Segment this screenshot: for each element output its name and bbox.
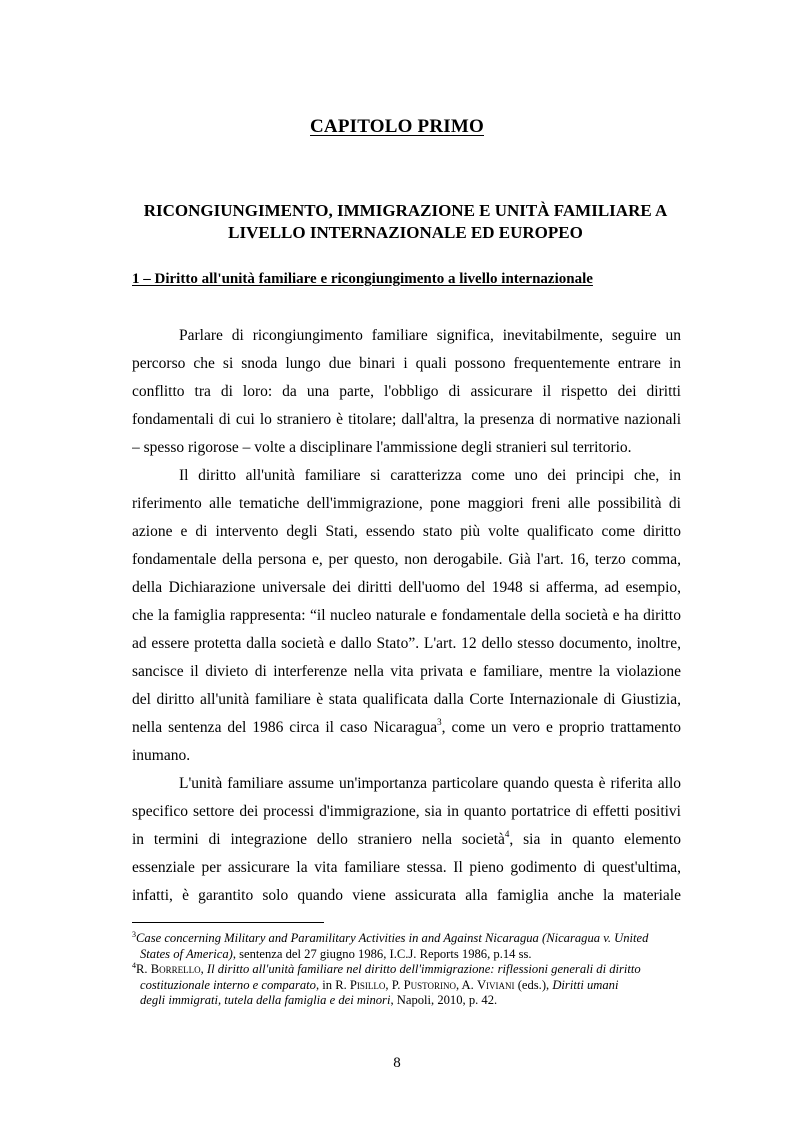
text-line: L'unità familiare assume un'importanza particolare quando questa è riferita allo <box>179 775 681 792</box>
text-fragment: nella sentenza del 1986 circa il caso Nicaragua <box>132 719 438 736</box>
text-line: specifico settore dei processi d'immigrazione, sia in quanto portatrice di effetti positivi <box>132 803 681 820</box>
text-line: fondamentali di cui lo straniero è titolare; dall'altra, la presenza di normative nazionali <box>132 411 681 428</box>
footnote-4-cont <box>132 978 683 994</box>
footnote-text: , A. <box>455 977 477 992</box>
main-title <box>128 200 683 244</box>
footnote-3-cont <box>132 947 683 963</box>
text-fragment: in termini di integrazione dello straniero nella società <box>132 831 505 848</box>
text-fragment: , sia in quanto elemento <box>509 831 681 848</box>
footnote-number: 3 <box>132 930 136 939</box>
main-title-line-2: LIVELLO INTERNAZIONALE ED EUROPEO <box>228 223 583 242</box>
text-line: infatti, è garantito solo quando viene assicurata alla famiglia anche la materiale <box>132 887 681 904</box>
footnote-text: , sentenza del 27 giugno 1986, I.C.J. Reports 1986, p.14 ss. <box>232 946 532 961</box>
footnote-italic: Case concerning Military and Paramilitary Activities in and Against Nicaragua (Nicaragua v. United <box>136 931 649 945</box>
text-line: che la famiglia rappresenta: “il nucleo naturale e fondamentale della società e ha diritto <box>132 607 681 624</box>
text-line: essenziale per assicurare la vita familiare stessa. Il pieno godimento di quest'ultima, <box>132 859 681 876</box>
text-line: percorso che si snoda lungo due binari i quali possono frequentemente entrare in <box>132 355 681 372</box>
footnote-editor: Pisillo <box>349 977 386 992</box>
main-title-line-1: RICONGIUNGIMENTO, IMMIGRAZIONE E UNITÀ FAMILIARE A <box>143 201 668 220</box>
footnote-4 <box>132 962 683 978</box>
footnote-italic: costituzionale interno e comparato <box>140 977 316 992</box>
footnote-italic: States of America) <box>140 946 233 961</box>
text-line: Parlare di ricongiungimento familiare significa, inevitabilmente, seguire un <box>179 327 681 344</box>
footnote-text: R. <box>136 962 151 976</box>
text-line: ad essere protetta dalla società e dallo Stato”. L'art. 12 dello stesso documento, inoltre, <box>132 635 681 652</box>
text-line: inumano. <box>132 747 191 764</box>
text-line: della Dichiarazione universale dei diritti dell'uomo del 1948 si afferma, ad esempio, <box>132 579 681 596</box>
text-line: fondamentale della persona e, per questo, non derogabile. Già l'art. 16, terzo comma, <box>132 551 681 568</box>
footnote-author: Borrello <box>150 962 201 976</box>
section-heading: 1 – Diritto all'unità familiare e ricongiungimento a livello internazionale <box>132 271 593 287</box>
text-line: riferimento alle tematiche dell'immigrazione, pone maggiori freni alle possibilità di <box>132 495 681 512</box>
text-line <box>132 826 681 854</box>
footnote-3 <box>132 931 683 947</box>
text-line: Il diritto all'unità familiare si caratterizza come uno dei principi che, in <box>179 467 681 484</box>
text-line: – spesso rigorose – volte a disciplinare l'ammissione degli stranieri sul territorio. <box>132 439 632 456</box>
text-fragment: , come un vero e proprio trattamento <box>441 719 681 736</box>
footnote-ref-3[interactable]: 3 <box>437 717 442 727</box>
footnote-italic: Il diritto all'unità familiare nel diritto dell'immigrazione: riflessioni generali di diritto <box>206 962 641 976</box>
text-line: conflitto tra di loro: da una parte, l'obbligo di assicurare il rispetto dei diritti <box>132 383 681 400</box>
body-text <box>132 322 681 910</box>
footnote-text: , in R. <box>315 977 350 992</box>
footnote-text: , P. <box>385 977 404 992</box>
text-line: del diritto all'unità familiare è stata qualificata dalla Corte Internazionale di Giustizia, <box>132 691 681 708</box>
footnote-text: , Napoli, 2010, p. 42. <box>390 993 498 1007</box>
page-number: 8 <box>393 1055 401 1071</box>
footnote-divider <box>132 922 324 923</box>
footnotes <box>132 931 683 1009</box>
footnote-italic: degli immigrati, tutela della famiglia e dei minori <box>140 993 391 1007</box>
footnote-number: 4 <box>132 961 136 970</box>
footnote-editor: Pustorino <box>403 977 456 992</box>
text-line: azione e di intervento degli Stati, essendo stato più volte qualificato come diritto <box>132 523 681 540</box>
footnote-editor: Viviani <box>476 977 515 992</box>
footnote-italic: Diritti umani <box>552 977 619 992</box>
footnote-4-cont-2 <box>132 993 683 1009</box>
chapter-title: CAPITOLO PRIMO <box>310 116 484 137</box>
footnote-text: (eds.), <box>514 977 553 992</box>
text-line: sancisce il divieto di interferenze nella vita privata e familiare, mentre la violazione <box>132 663 681 680</box>
text-line <box>132 714 681 742</box>
footnote-ref-4[interactable]: 4 <box>504 829 510 839</box>
footnote-text: , <box>200 962 207 976</box>
